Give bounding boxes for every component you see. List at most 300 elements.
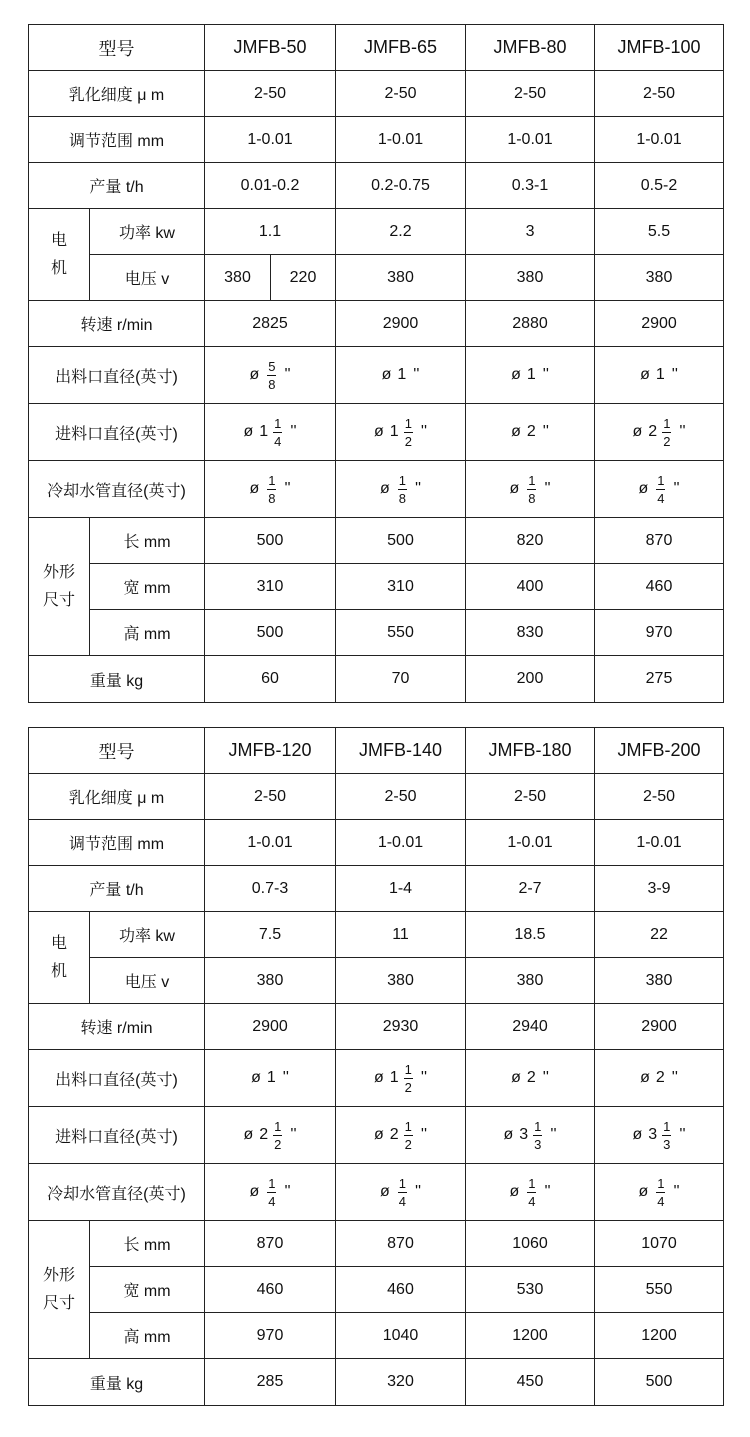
dia-cell bbox=[336, 461, 466, 518]
whole-number: 2 bbox=[526, 423, 536, 440]
diameter-value bbox=[380, 474, 421, 505]
label-model: 型号 bbox=[29, 25, 205, 71]
outlet-row bbox=[29, 347, 724, 404]
value-cell: 500 bbox=[595, 1359, 724, 1406]
whole-number: 1 bbox=[526, 366, 536, 383]
value-cell: 970 bbox=[205, 1313, 336, 1359]
value-cell: 380 bbox=[205, 958, 336, 1004]
inch-mark: '' bbox=[414, 480, 422, 497]
value-cell: 500 bbox=[336, 518, 466, 564]
label-speed: 转速 r/min bbox=[29, 1004, 205, 1050]
whole-number: 1 bbox=[397, 366, 407, 383]
label-width: 宽 mm bbox=[90, 1267, 205, 1313]
diameter-symbol: ø bbox=[249, 1183, 260, 1200]
value-cell: 2-7 bbox=[466, 866, 595, 912]
value-cell: 1200 bbox=[466, 1313, 595, 1359]
value-cell: 1-0.01 bbox=[466, 820, 595, 866]
whole-number: 3 bbox=[648, 1126, 658, 1143]
value-cell: 1070 bbox=[595, 1221, 724, 1267]
diameter-value bbox=[511, 366, 549, 384]
cooling-row bbox=[29, 1164, 724, 1221]
value-cell: 200 bbox=[466, 656, 595, 703]
value-cell: 7.5 bbox=[205, 912, 336, 958]
value-cell: 1-0.01 bbox=[205, 117, 336, 163]
value-cell: 530 bbox=[466, 1267, 595, 1313]
group-text: 外形 bbox=[42, 564, 75, 582]
diameter-value bbox=[503, 1120, 556, 1151]
dia-cell bbox=[595, 1050, 724, 1107]
value-cell: 70 bbox=[336, 656, 466, 703]
label-output: 产量 t/h bbox=[29, 866, 205, 912]
diameter-value bbox=[249, 474, 290, 505]
diameter-value bbox=[632, 1120, 685, 1151]
fraction-denominator: 8 bbox=[268, 490, 276, 506]
inch-mark: '' bbox=[679, 1126, 686, 1143]
fraction-numerator: 1 bbox=[534, 1118, 542, 1134]
whole-number: 2 bbox=[389, 1126, 399, 1143]
value-cell: 60 bbox=[205, 656, 336, 703]
value-cell: 0.2-0.75 bbox=[336, 163, 466, 209]
inch-mark: '' bbox=[673, 480, 680, 497]
model-cell: JMFB-180 bbox=[466, 728, 595, 774]
value-cell: 2930 bbox=[336, 1004, 466, 1050]
value-cell: 400 bbox=[466, 564, 595, 610]
value-cell: 380 bbox=[595, 255, 724, 301]
inch-mark: '' bbox=[542, 423, 549, 440]
diameter-value bbox=[509, 1177, 550, 1208]
label-dimension-group bbox=[29, 1221, 90, 1359]
label-fineness: 乳化细度 μ m bbox=[29, 774, 205, 820]
value-cell: 0.3-1 bbox=[466, 163, 595, 209]
cooling-row bbox=[29, 461, 724, 518]
inch-mark: '' bbox=[679, 423, 686, 440]
whole-number: 2 bbox=[655, 1069, 665, 1086]
diameter-symbol: ø bbox=[632, 423, 643, 440]
diameter-value bbox=[382, 366, 420, 384]
value-cell: 2-50 bbox=[595, 774, 724, 820]
width-row bbox=[29, 564, 724, 610]
value-cell: 0.5-2 bbox=[595, 163, 724, 209]
whole-number: 2 bbox=[648, 423, 658, 440]
value-cell: 2-50 bbox=[466, 71, 595, 117]
dia-cell bbox=[205, 461, 336, 518]
label-dimension-group bbox=[29, 518, 90, 656]
diameter-symbol: ø bbox=[379, 480, 390, 497]
diameter-value bbox=[640, 1069, 678, 1087]
diameter-symbol: ø bbox=[249, 366, 260, 383]
diameter-value bbox=[638, 474, 679, 505]
diameter-symbol: ø bbox=[638, 1183, 649, 1200]
output-row bbox=[29, 163, 724, 209]
value-cell: 380 bbox=[595, 958, 724, 1004]
fraction bbox=[662, 1120, 671, 1151]
diameter-symbol: ø bbox=[373, 1126, 384, 1143]
value-cell: 2940 bbox=[466, 1004, 595, 1050]
value-cell: 1-0.01 bbox=[466, 117, 595, 163]
fraction-numerator: 1 bbox=[657, 1175, 665, 1191]
dia-cell bbox=[466, 1164, 595, 1221]
fraction-denominator: 8 bbox=[528, 490, 536, 506]
value-cell: 2-50 bbox=[466, 774, 595, 820]
label-speed: 转速 r/min bbox=[29, 301, 205, 347]
value-cell: 310 bbox=[336, 564, 466, 610]
fraction bbox=[533, 1120, 542, 1151]
fraction-denominator: 8 bbox=[268, 376, 276, 392]
diameter-symbol: ø bbox=[379, 1183, 390, 1200]
label-model: 型号 bbox=[29, 728, 205, 774]
value-cell: 1060 bbox=[466, 1221, 595, 1267]
value-cell: 380 bbox=[336, 255, 466, 301]
label-length: 长 mm bbox=[90, 518, 205, 564]
whole-number: 2 bbox=[526, 1069, 536, 1086]
fraction bbox=[267, 474, 276, 505]
dia-cell bbox=[205, 347, 336, 404]
group-text: 外形 bbox=[42, 1267, 75, 1285]
dia-cell bbox=[205, 1107, 336, 1164]
value-cell: 380 bbox=[205, 255, 271, 301]
value-cell: 2880 bbox=[466, 301, 595, 347]
inch-mark: '' bbox=[284, 366, 291, 383]
value-cell: 550 bbox=[336, 610, 466, 656]
whole-number: 1 bbox=[266, 1069, 276, 1086]
inch-mark: '' bbox=[414, 1183, 422, 1200]
fraction-denominator: 3 bbox=[663, 1136, 671, 1152]
dia-cell bbox=[336, 1164, 466, 1221]
diameter-symbol: ø bbox=[374, 423, 384, 440]
fineness-row bbox=[29, 71, 724, 117]
speed-row bbox=[29, 301, 724, 347]
inch-mark: '' bbox=[542, 1069, 549, 1086]
power-row bbox=[29, 912, 724, 958]
diameter-symbol: ø bbox=[249, 480, 260, 497]
dia-cell bbox=[595, 1164, 724, 1221]
model-cell: JMFB-140 bbox=[336, 728, 466, 774]
label-voltage: 电压 v bbox=[90, 255, 205, 301]
label-weight: 重量 kg bbox=[29, 656, 205, 703]
diameter-value bbox=[243, 417, 296, 448]
dia-cell bbox=[205, 1050, 336, 1107]
outlet-row bbox=[29, 1050, 724, 1107]
value-cell: 2.2 bbox=[336, 209, 466, 255]
whole-number: 1 bbox=[655, 366, 665, 383]
adjust-range-row bbox=[29, 117, 724, 163]
diameter-symbol: ø bbox=[640, 1069, 650, 1086]
value-cell: 2-50 bbox=[336, 71, 466, 117]
fraction-numerator: 1 bbox=[268, 472, 276, 488]
fraction-numerator: 5 bbox=[268, 358, 276, 374]
whole-number: 1 bbox=[389, 423, 399, 440]
label-outlet: 出料口直径(英寸) bbox=[29, 1050, 205, 1107]
inch-mark: '' bbox=[550, 1126, 557, 1143]
value-cell: 460 bbox=[336, 1267, 466, 1313]
weight-row bbox=[29, 656, 724, 703]
fineness-row bbox=[29, 774, 724, 820]
diameter-value bbox=[640, 366, 678, 384]
diameter-symbol: ø bbox=[511, 423, 521, 440]
dia-cell bbox=[466, 347, 595, 404]
fraction bbox=[527, 474, 536, 505]
width-row bbox=[29, 1267, 724, 1313]
value-cell: 2900 bbox=[205, 1004, 336, 1050]
value-cell: 1-4 bbox=[336, 866, 466, 912]
dia-cell bbox=[336, 1050, 466, 1107]
group-char: 电 bbox=[50, 935, 67, 953]
label-weight: 重量 kg bbox=[29, 1359, 205, 1406]
value-cell: 1-0.01 bbox=[336, 820, 466, 866]
inch-mark: '' bbox=[413, 366, 420, 383]
value-cell: 1-0.01 bbox=[336, 117, 466, 163]
diameter-value bbox=[243, 1120, 296, 1151]
inch-mark: '' bbox=[673, 1183, 680, 1200]
value-cell: 220 bbox=[271, 255, 336, 301]
fraction bbox=[404, 1063, 413, 1094]
fraction-numerator: 1 bbox=[404, 1118, 412, 1134]
diameter-symbol: ø bbox=[638, 480, 649, 497]
speed-row bbox=[29, 1004, 724, 1050]
value-cell: 550 bbox=[595, 1267, 724, 1313]
dia-cell bbox=[466, 461, 595, 518]
fraction-numerator: 1 bbox=[404, 415, 412, 431]
power-row bbox=[29, 209, 724, 255]
fraction-numerator: 1 bbox=[528, 472, 536, 488]
fraction bbox=[662, 417, 671, 448]
fraction-numerator: 1 bbox=[274, 1118, 282, 1134]
model-cell: JMFB-80 bbox=[466, 25, 595, 71]
inch-mark: '' bbox=[420, 423, 428, 440]
height-row bbox=[29, 610, 724, 656]
height-row bbox=[29, 1313, 724, 1359]
value-cell: 285 bbox=[205, 1359, 336, 1406]
inlet-row bbox=[29, 404, 724, 461]
output-row bbox=[29, 866, 724, 912]
model-cell: JMFB-200 bbox=[595, 728, 724, 774]
diameter-value bbox=[380, 1177, 421, 1208]
fraction-numerator: 1 bbox=[398, 472, 406, 488]
fraction bbox=[273, 1120, 282, 1151]
dia-cell bbox=[466, 404, 595, 461]
value-cell: 0.01-0.2 bbox=[205, 163, 336, 209]
fraction-numerator: 1 bbox=[404, 1061, 412, 1077]
label-inlet: 进料口直径(英寸) bbox=[29, 404, 205, 461]
inch-mark: '' bbox=[544, 1183, 551, 1200]
whole-number: 3 bbox=[519, 1126, 529, 1143]
label-voltage: 电压 v bbox=[90, 958, 205, 1004]
fraction bbox=[267, 360, 276, 391]
length-row bbox=[29, 518, 724, 564]
value-cell: 2900 bbox=[336, 301, 466, 347]
value-cell: 380 bbox=[466, 255, 595, 301]
value-cell: 820 bbox=[466, 518, 595, 564]
value-cell: 5.5 bbox=[595, 209, 724, 255]
fraction bbox=[398, 474, 407, 505]
model-cell: JMFB-100 bbox=[595, 25, 724, 71]
fraction-numerator: 1 bbox=[528, 1175, 536, 1191]
value-cell: 2900 bbox=[595, 301, 724, 347]
fraction bbox=[404, 1120, 413, 1151]
label-height: 高 mm bbox=[90, 610, 205, 656]
inch-mark: '' bbox=[542, 366, 549, 383]
fraction bbox=[267, 1177, 276, 1208]
fraction-denominator: 3 bbox=[534, 1136, 542, 1152]
fraction-denominator: 8 bbox=[398, 490, 406, 506]
model-cell: JMFB-120 bbox=[205, 728, 336, 774]
inch-mark: '' bbox=[544, 480, 551, 497]
value-cell: 460 bbox=[205, 1267, 336, 1313]
dia-cell bbox=[595, 347, 724, 404]
label-motor-group bbox=[29, 912, 90, 1004]
value-cell: 970 bbox=[595, 610, 724, 656]
fraction-numerator: 1 bbox=[268, 1175, 276, 1191]
value-cell: 500 bbox=[205, 518, 336, 564]
diameter-value bbox=[249, 1177, 290, 1208]
spec-table-2 bbox=[28, 727, 724, 1406]
value-cell: 3 bbox=[466, 209, 595, 255]
dia-cell bbox=[595, 461, 724, 518]
dia-cell bbox=[466, 1107, 595, 1164]
dia-cell bbox=[595, 404, 724, 461]
value-cell: 1-0.01 bbox=[595, 117, 724, 163]
diameter-symbol: ø bbox=[511, 1069, 521, 1086]
diameter-value bbox=[511, 1069, 549, 1087]
value-cell: 18.5 bbox=[466, 912, 595, 958]
voltage-row bbox=[29, 255, 724, 301]
weight-row bbox=[29, 1359, 724, 1406]
spec-table-1 bbox=[28, 24, 724, 703]
fraction bbox=[656, 474, 665, 505]
label-fineness: 乳化细度 μ m bbox=[29, 71, 205, 117]
fraction-numerator: 1 bbox=[398, 1175, 406, 1191]
inch-mark: '' bbox=[671, 366, 678, 383]
value-cell: 1-0.01 bbox=[205, 820, 336, 866]
value-cell: 870 bbox=[205, 1221, 336, 1267]
label-adjust-range: 调节范围 mm bbox=[29, 820, 205, 866]
group-text: 尺寸 bbox=[42, 591, 75, 609]
value-cell: 870 bbox=[336, 1221, 466, 1267]
inch-mark: '' bbox=[284, 1183, 291, 1200]
diameter-symbol: ø bbox=[243, 1126, 254, 1143]
fraction bbox=[656, 1177, 665, 1208]
diameter-value bbox=[511, 423, 549, 441]
diameter-symbol: ø bbox=[632, 1126, 643, 1143]
diameter-symbol: ø bbox=[243, 423, 254, 440]
fraction-numerator: 1 bbox=[274, 415, 282, 431]
value-cell: 22 bbox=[595, 912, 724, 958]
fraction-denominator: 2 bbox=[663, 433, 671, 449]
value-cell: 1200 bbox=[595, 1313, 724, 1359]
label-power: 功率 kw bbox=[90, 209, 205, 255]
fraction-denominator: 4 bbox=[268, 1193, 276, 1209]
adjust-range-row bbox=[29, 820, 724, 866]
dia-cell bbox=[205, 1164, 336, 1221]
diameter-symbol: ø bbox=[640, 366, 650, 383]
value-cell: 11 bbox=[336, 912, 466, 958]
fraction-numerator: 1 bbox=[663, 1118, 671, 1134]
whole-number: 1 bbox=[389, 1069, 399, 1086]
fraction-numerator: 1 bbox=[657, 472, 665, 488]
group-char: 机 bbox=[50, 259, 67, 277]
diameter-value bbox=[638, 1177, 679, 1208]
dia-cell bbox=[336, 1107, 466, 1164]
value-cell: 500 bbox=[205, 610, 336, 656]
label-cooling: 冷却水管直径(英寸) bbox=[29, 461, 205, 518]
length-row bbox=[29, 1221, 724, 1267]
diameter-symbol: ø bbox=[511, 366, 521, 383]
inch-mark: '' bbox=[420, 1126, 428, 1143]
dia-cell bbox=[205, 404, 336, 461]
label-height: 高 mm bbox=[90, 1313, 205, 1359]
value-cell: 0.7-3 bbox=[205, 866, 336, 912]
diameter-symbol: ø bbox=[381, 366, 392, 383]
diameter-value bbox=[509, 474, 550, 505]
inlet-row bbox=[29, 1107, 724, 1164]
voltage-row bbox=[29, 958, 724, 1004]
value-cell: 460 bbox=[595, 564, 724, 610]
value-cell: 1040 bbox=[336, 1313, 466, 1359]
fraction-denominator: 2 bbox=[404, 1136, 412, 1152]
diameter-symbol: ø bbox=[251, 1069, 261, 1086]
whole-number: 1 bbox=[259, 423, 269, 440]
label-outlet: 出料口直径(英寸) bbox=[29, 347, 205, 404]
label-width: 宽 mm bbox=[90, 564, 205, 610]
value-cell: 320 bbox=[336, 1359, 466, 1406]
value-cell: 2-50 bbox=[595, 71, 724, 117]
diameter-value bbox=[374, 1120, 427, 1151]
value-cell: 380 bbox=[336, 958, 466, 1004]
inch-mark: '' bbox=[290, 423, 297, 440]
value-cell: 3-9 bbox=[595, 866, 724, 912]
model-cell: JMFB-50 bbox=[205, 25, 336, 71]
label-output: 产量 t/h bbox=[29, 163, 205, 209]
label-length: 长 mm bbox=[90, 1221, 205, 1267]
group-text: 尺寸 bbox=[42, 1294, 75, 1312]
diameter-symbol: ø bbox=[509, 1183, 520, 1200]
fraction bbox=[404, 417, 413, 448]
value-cell: 870 bbox=[595, 518, 724, 564]
inch-mark: '' bbox=[420, 1069, 428, 1086]
label-inlet: 进料口直径(英寸) bbox=[29, 1107, 205, 1164]
value-cell: 830 bbox=[466, 610, 595, 656]
dia-cell bbox=[336, 347, 466, 404]
value-cell: 2-50 bbox=[205, 774, 336, 820]
model-row bbox=[29, 25, 724, 71]
fraction-denominator: 4 bbox=[657, 490, 665, 506]
value-cell: 310 bbox=[205, 564, 336, 610]
inch-mark: '' bbox=[284, 480, 291, 497]
value-cell: 2-50 bbox=[205, 71, 336, 117]
value-cell: 275 bbox=[595, 656, 724, 703]
fraction-denominator: 2 bbox=[404, 1079, 412, 1095]
fraction-denominator: 2 bbox=[274, 1136, 282, 1152]
diameter-symbol: ø bbox=[509, 480, 520, 497]
fraction-denominator: 4 bbox=[528, 1193, 536, 1209]
diameter-value bbox=[374, 1063, 427, 1094]
fraction bbox=[398, 1177, 407, 1208]
fraction-denominator: 2 bbox=[404, 433, 412, 449]
group-char: 机 bbox=[50, 962, 67, 980]
diameter-value bbox=[251, 1069, 289, 1087]
fraction-denominator: 4 bbox=[398, 1193, 406, 1209]
diameter-symbol: ø bbox=[373, 1069, 384, 1086]
model-row bbox=[29, 728, 724, 774]
inch-mark: '' bbox=[671, 1069, 678, 1086]
fraction bbox=[527, 1177, 536, 1208]
value-cell: 1.1 bbox=[205, 209, 336, 255]
fraction bbox=[273, 417, 282, 448]
value-cell: 2-50 bbox=[336, 774, 466, 820]
diameter-symbol: ø bbox=[503, 1126, 514, 1143]
value-cell: 450 bbox=[466, 1359, 595, 1406]
label-cooling: 冷却水管直径(英寸) bbox=[29, 1164, 205, 1221]
